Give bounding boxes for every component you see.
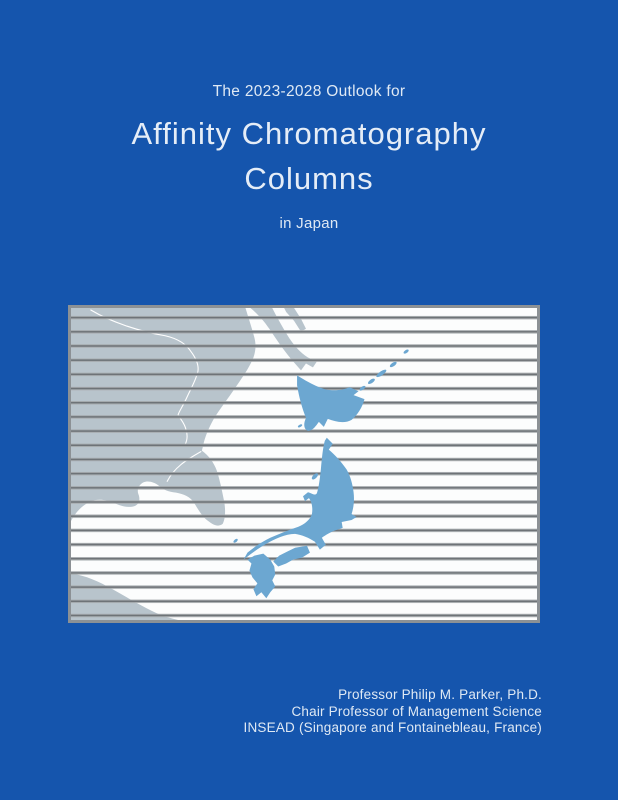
region-subtitle: in Japan: [279, 215, 339, 232]
book-title-line1: Affinity Chromatography: [131, 116, 487, 151]
japan-map-figure: [68, 305, 540, 623]
japan-map: [71, 308, 537, 620]
blinds-lines: [71, 308, 537, 620]
author-name: Professor Philip M. Parker, Ph.D.: [338, 687, 542, 702]
author-block: [244, 687, 542, 737]
book-title-line2: Columns: [244, 161, 374, 196]
book-title: [0, 111, 618, 201]
author-role: Chair Professor of Management Science: [291, 703, 542, 719]
series-title: The 2023-2028 Outlook for: [212, 83, 406, 100]
author-institution: INSEAD (Singapore and Fontainebleau, France): [243, 720, 542, 735]
